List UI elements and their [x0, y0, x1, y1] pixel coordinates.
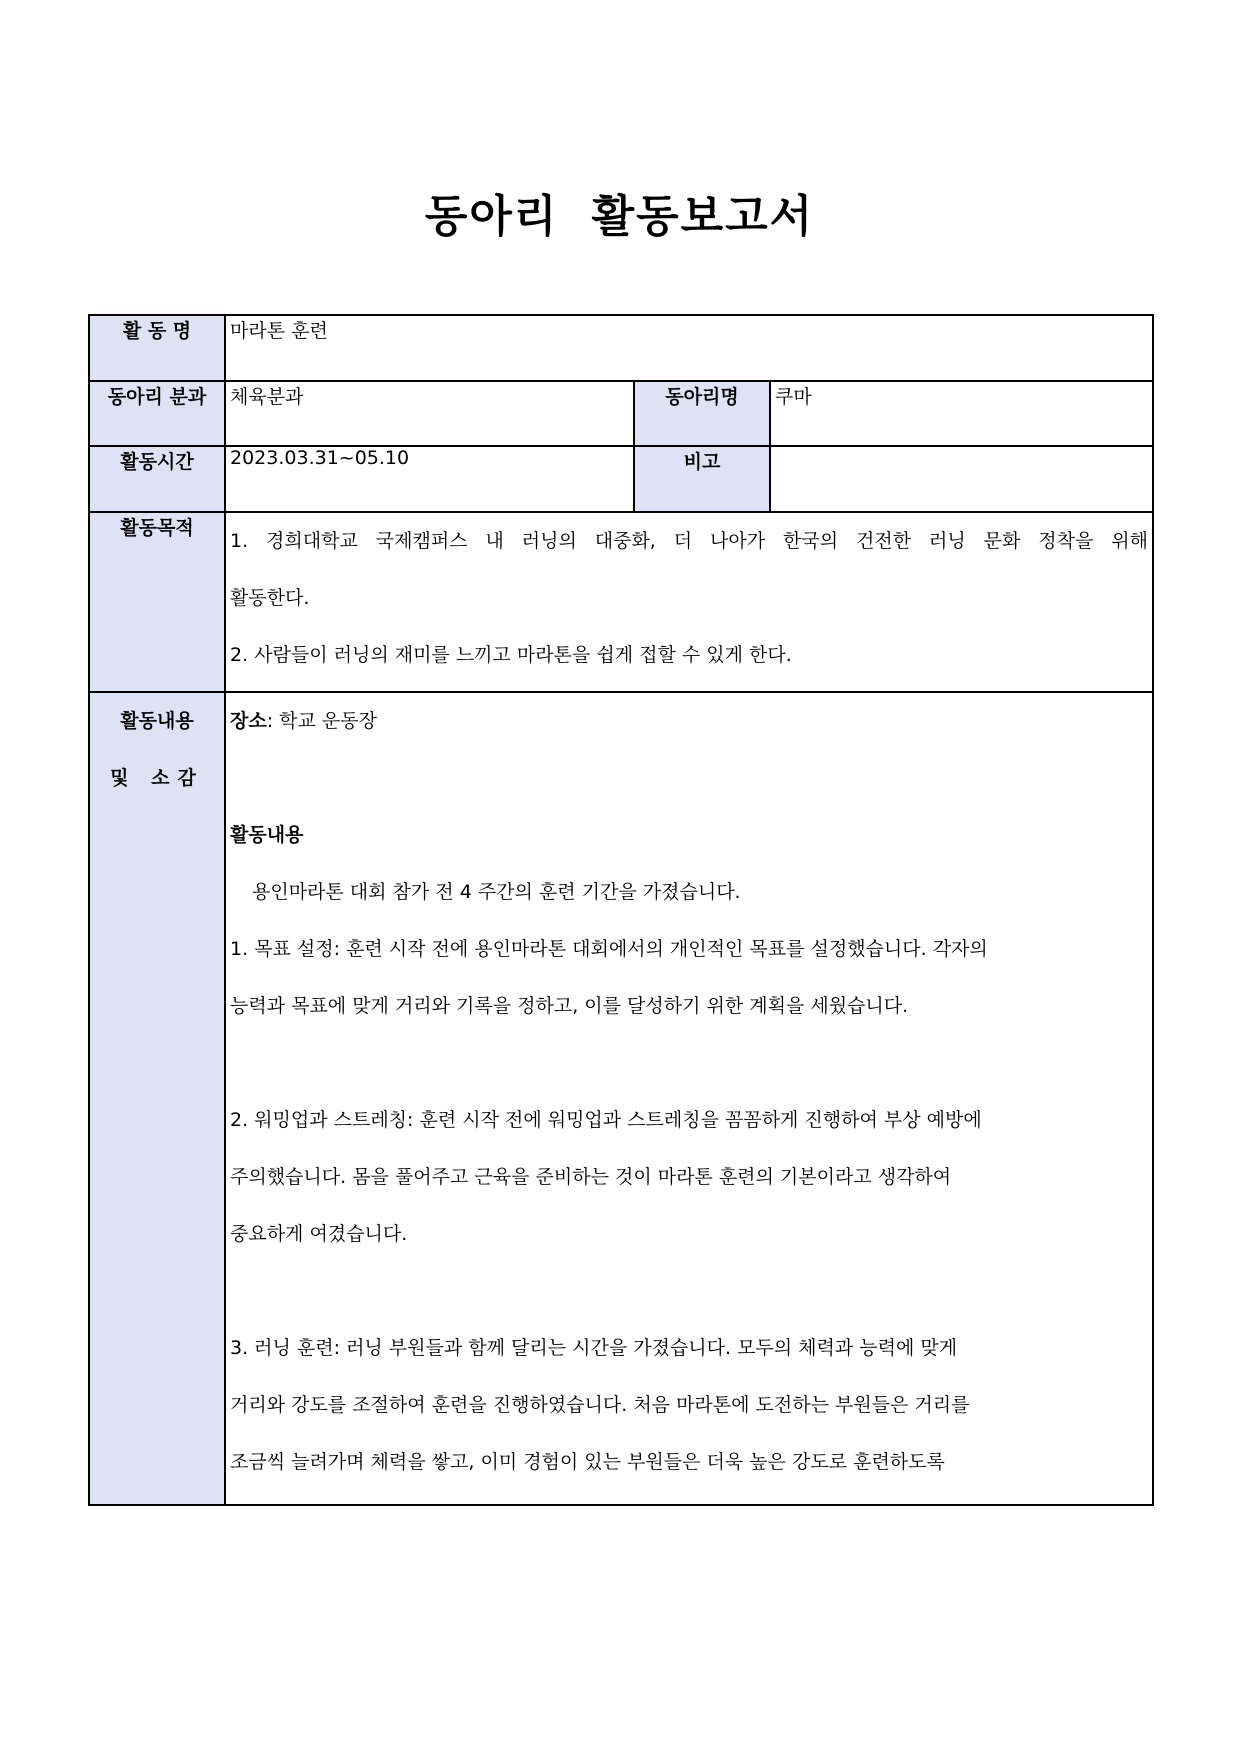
row-content	[89, 692, 1153, 1505]
purpose-line-1: 1. 경희대학교 국제캠퍼스 내 러닝의 대중화, 더 나아가 한국의 건전한 러닝 문화 정착을 위해	[230, 530, 1148, 552]
activity-name-label-text: 활 동 명	[122, 320, 192, 342]
place-value: : 학교 운동장	[266, 710, 377, 732]
spacer	[230, 750, 1148, 807]
item1-line-2: 능력과 목표에 맞게 거리와 기록을 정하고, 이를 달성하기 위한 계획을 세웠습니다.	[230, 995, 909, 1017]
item1-line-1: 1. 목표 설정: 훈련 시작 전에 용인마라톤 대회에서의 개인적인 목표를 설정했습니다. 각자의	[230, 938, 988, 960]
club-name-label: 동아리명	[634, 381, 770, 446]
purpose-label: 활동목적	[89, 512, 225, 692]
item3-line-1: 3. 러닝 훈련: 러닝 부원들과 함께 달리는 시간을 가졌습니다. 모두의 체력과 능력에 맞게	[230, 1337, 958, 1359]
remarks-label: 비고	[634, 446, 770, 512]
content-label-line-2: 및 소감	[110, 767, 204, 789]
row-purpose	[89, 512, 1153, 692]
content-label-line-1: 활동내용	[120, 710, 194, 732]
club-division-value: 체육분과	[225, 381, 634, 446]
club-name-value: 쿠마	[770, 381, 1153, 446]
spacer	[230, 1263, 1148, 1320]
content-label	[89, 692, 225, 1505]
activity-period-value: 2023.03.31~05.10	[225, 446, 634, 512]
place-label: 장소	[230, 710, 267, 732]
item2-line-2: 주의했습니다. 몸을 풀어주고 근육을 준비하는 것이 마라톤 훈련의 기본이라고 생각하여	[230, 1166, 952, 1188]
remarks-value	[770, 446, 1153, 512]
place-line	[230, 693, 1148, 750]
activity-period-label: 활동시간	[89, 446, 225, 512]
row-activity-period	[89, 446, 1153, 512]
report-table	[88, 314, 1154, 1506]
club-division-label: 동아리 분과	[89, 381, 225, 446]
purpose-content	[225, 512, 1153, 692]
document-title: 동아리 활동보고서	[424, 191, 815, 242]
activity-name-value: 마라톤 훈련	[225, 315, 1153, 381]
purpose-line-3: 2. 사람들이 러닝의 재미를 느끼고 마라톤을 쉽게 접할 수 있게 한다.	[230, 644, 792, 666]
activity-name-label	[89, 315, 225, 381]
spacer	[230, 1035, 1148, 1092]
purpose-line-2: 활동한다.	[230, 587, 310, 609]
item3-line-3: 조금씩 늘려가며 체력을 쌓고, 이미 경험이 있는 부원들은 더욱 높은 강도로 훈련하도록	[230, 1451, 945, 1473]
intro-line: 용인마라톤 대회 참가 전 4 주간의 훈련 기간을 가졌습니다.	[252, 881, 741, 903]
item2-line-1: 2. 워밍업과 스트레칭: 훈련 시작 전에 워밍업과 스트레칭을 꼼꼼하게 진행하여 부상 예방에	[230, 1109, 982, 1131]
content-body	[225, 692, 1153, 1505]
section-heading: 활동내용	[230, 824, 304, 846]
row-activity-name	[89, 315, 1153, 381]
item3-line-2: 거리와 강도를 조절하여 훈련을 진행하였습니다. 처음 마라톤에 도전하는 부원들은 거리를	[230, 1394, 970, 1416]
row-club-division	[89, 381, 1153, 446]
item2-line-3: 중요하게 여겼습니다.	[230, 1223, 408, 1245]
